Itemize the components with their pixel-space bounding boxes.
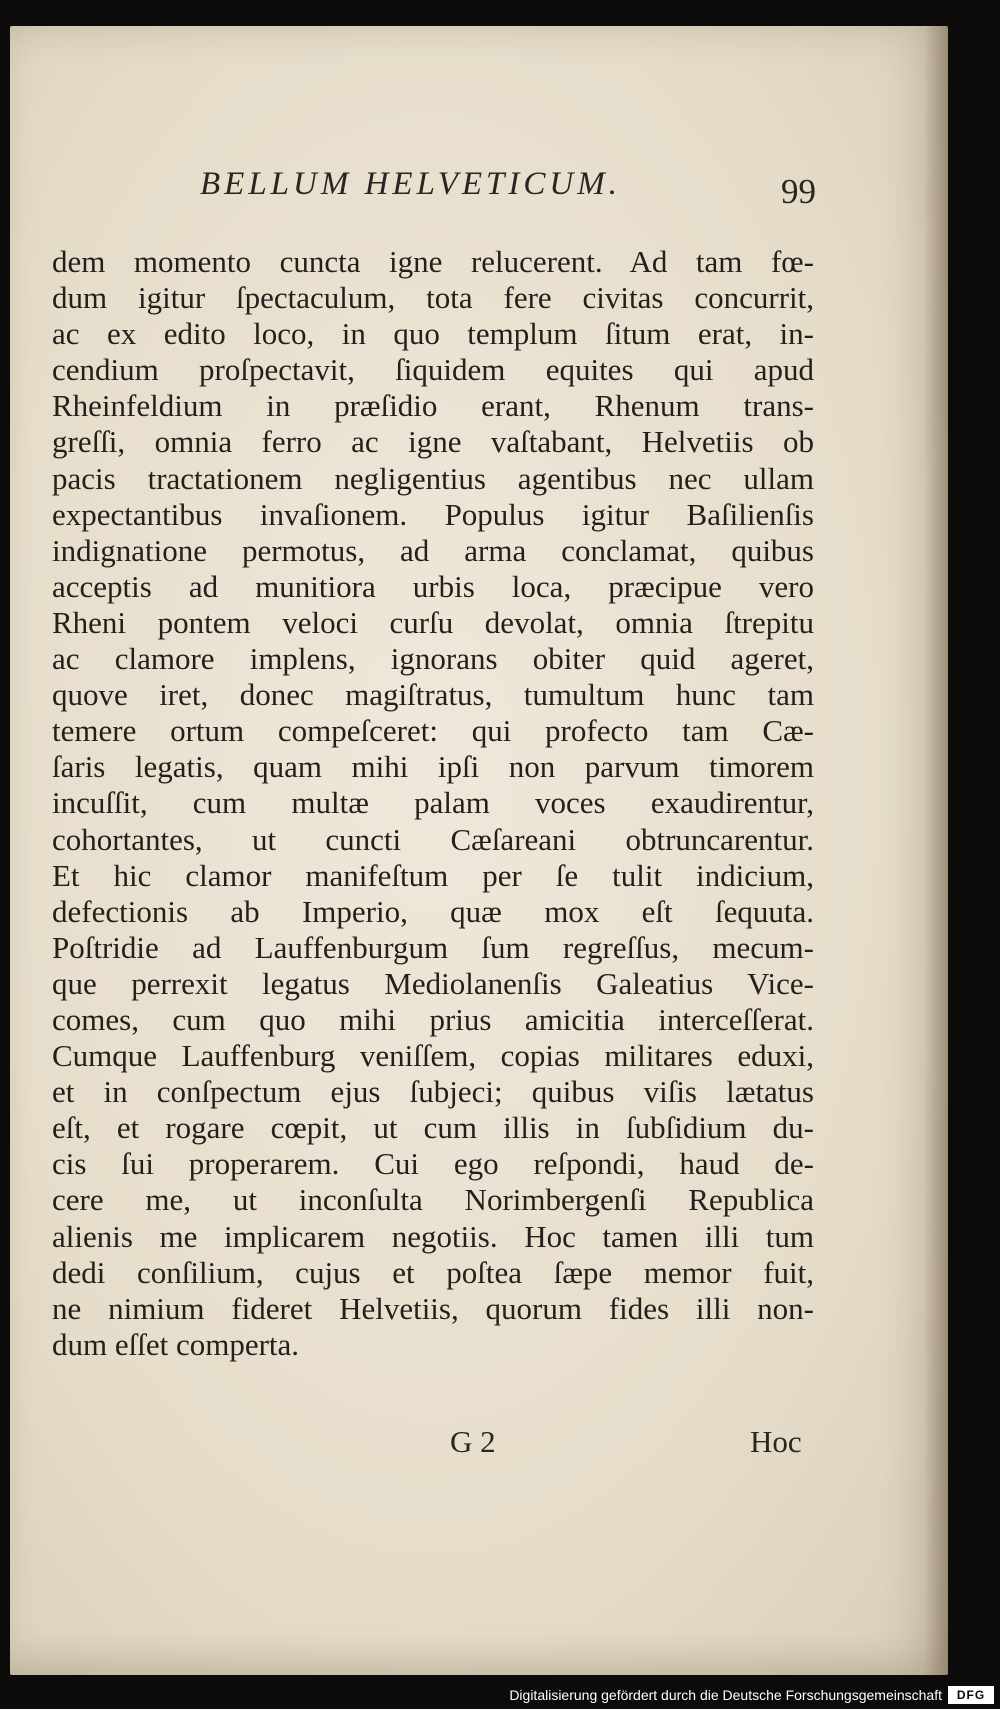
text-line: alienis me implicarem negotiis. Hoc tamen illi tum (52, 1218, 814, 1254)
text-line: ne nimium fideret Helvetiis, quorum fides illi non- (52, 1290, 814, 1326)
catchword: Hoc (750, 1424, 802, 1459)
text-line: ac ex edito loco, in quo templum ſitum erat, in- (52, 316, 814, 352)
footer-strip (0, 1675, 1000, 1709)
page-edge-shadow (924, 26, 948, 1675)
text-line: dum igitur ſpectaculum, tota fere civitas concurrit, (52, 280, 814, 316)
text-line: cere me, ut inconſulta Norimbergenſi Republica (52, 1182, 814, 1218)
text-line: greſſi, omnia ferro ac igne vaſtabant, Helvetiis ob (52, 424, 814, 460)
text-body (52, 244, 814, 1363)
text-line: defectionis ab Imperio, quæ mox eſt ſequuta. (52, 893, 814, 929)
signature-mark: G 2 (450, 1424, 496, 1459)
text-line: comes, cum quo mihi prius amicitia interceſſerat. (52, 1001, 814, 1037)
text-line: Et hic clamor manifeſtum per ſe tulit indicium, (52, 857, 814, 893)
dfg-logo: DFG (948, 1686, 994, 1704)
text-line: pacis tractationem negligentius agentibus nec ullam (52, 460, 814, 496)
text-line: indignatione permotus, ad arma conclamat, quibus (52, 532, 814, 568)
text-line: cohortantes, ut cuncti Cæſareani obtruncarentur. (52, 821, 814, 857)
text-line: cis ſui properarem. Cui ego reſpondi, haud de- (52, 1146, 814, 1182)
text-line: dum eſſet comperta. (52, 1326, 300, 1362)
running-head: BELLUM HELVETICUM. (200, 166, 621, 202)
text-line: et in conſpectum ejus ſubjeci; quibus viſis lætatus (52, 1074, 814, 1110)
text-line: dedi conſilium, cujus et poſtea ſæpe memor fuit, (52, 1254, 814, 1290)
text-line: Poſtridie ad Lauffenburgum ſum regreſſus, mecum- (52, 929, 814, 965)
text-line: quove iret, donec magiſtratus, tumultum hunc tam (52, 677, 814, 713)
book-page (10, 26, 948, 1675)
text-line: ſaris legatis, quam mihi ipſi non parvum timorem (52, 749, 814, 785)
text-line: Rheni pontem veloci curſu devolat, omnia ſtrepitu (52, 604, 814, 640)
text-line: ac clamore implens, ignorans obiter quid ageret, (52, 641, 814, 677)
text-line: cendium proſpectavit, ſiquidem equites qui apud (52, 352, 814, 388)
footer-credit: Digitalisierung gefördert durch die Deutsche Forschungsgemeinschaft (509, 1687, 942, 1703)
text-line: que perrexit legatus Mediolanenſis Galeatius Vice- (52, 965, 814, 1001)
text-line: Cumque Lauffenburg veniſſem, copias militares eduxi, (52, 1038, 814, 1074)
text-line: temere ortum compeſceret: qui profecto tam Cæ- (52, 713, 814, 749)
text-line: expectantibus invaſionem. Populus igitur Baſilienſis (52, 496, 814, 532)
text-line: incuſſit, cum multæ palam voces exaudirentur, (52, 785, 814, 821)
text-line: eſt, et rogare cœpit, ut cum illis in ſubſidium du- (52, 1110, 814, 1146)
text-line: dem momento cuncta igne relucerent. Ad tam fœ- (52, 244, 814, 279)
text-line: acceptis ad munitiora urbis loca, præcipue vero (52, 568, 814, 604)
page-number: 99 (781, 172, 816, 211)
text-line: Rheinfeldium in præſidio erant, Rhenum trans- (52, 388, 814, 424)
